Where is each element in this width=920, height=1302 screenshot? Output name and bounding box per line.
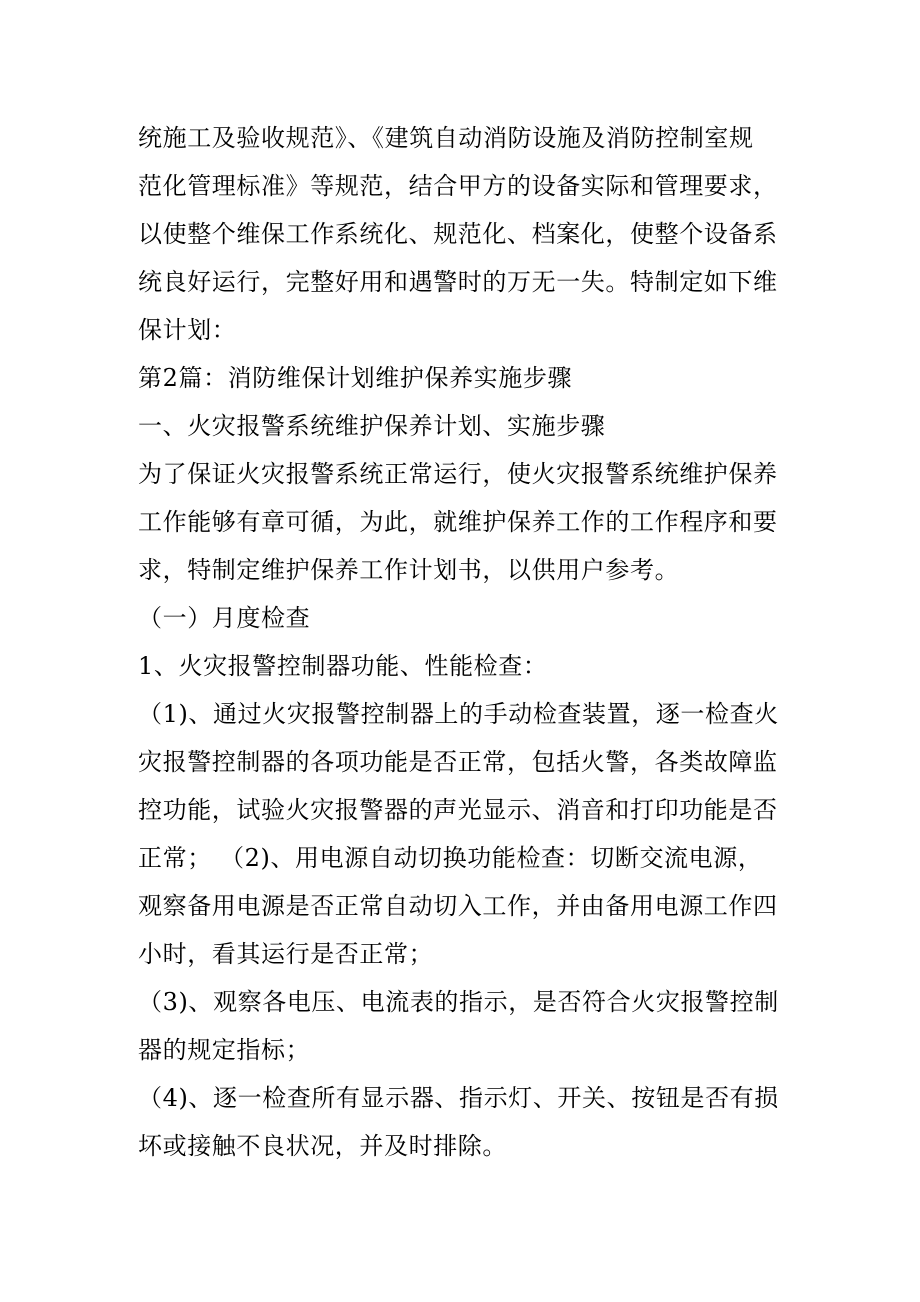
text-line: 灾报警控制器的各项功能是否正常，包括火警，各类故障监 xyxy=(138,748,778,776)
text-line: 工作能够有章可循，为此，就维护保养工作的工作程序和要 xyxy=(138,508,778,536)
text-line: 小时，看其运行是否正常； xyxy=(138,940,434,968)
subsection-heading: 一、火灾报警系统维护保养计划、实施步骤 xyxy=(138,412,606,440)
text-line: 坏或接触不良状况，并及时排除。 xyxy=(138,1132,507,1160)
text-line: （4)、逐一检查所有显示器、指示灯、开关、按钮是否有损 xyxy=(138,1084,779,1112)
text-line: 以使整个维保工作系统化、规范化、档案化，使整个设备系 xyxy=(138,220,778,248)
text-line: （3)、观察各电压、电流表的指示，是否符合火灾报警控制 xyxy=(138,988,779,1016)
text-line: 范化管理标准》等规范，结合甲方的设备实际和管理要求， xyxy=(138,172,778,200)
text-line: 保计划： xyxy=(138,316,237,344)
subsection-heading: （一）月度检查 xyxy=(138,604,311,632)
text-line: 正常； （2)、用电源自动切换功能检查：切断交流电源， xyxy=(138,844,763,872)
text-line: 为了保证火灾报警系统正常运行，使火灾报警系统维护保养 xyxy=(138,460,778,488)
text-line: 求，特制定维护保养工作计划书，以供用户参考。 xyxy=(138,556,680,584)
document-body xyxy=(138,114,798,1170)
text-line: 控功能，试验火灾报警器的声光显示、消音和打印功能是否 xyxy=(138,796,778,824)
text-line: 统良好运行，完整好用和遇警时的万无一失。特制定如下维 xyxy=(138,268,778,296)
text-line: 器的规定指标； xyxy=(138,1036,311,1064)
text-line: （1)、通过火灾报警控制器上的手动检查装置，逐一检查火 xyxy=(138,700,779,728)
text-line: 统施工及验收规范》、《建筑自动消防设施及消防控制室规 xyxy=(138,124,754,152)
text-line: 观察备用电源是否正常自动切入工作，并由备用电源工作四 xyxy=(138,892,778,920)
section-heading: 第2篇：消防维保计划维护保养实施步骤 xyxy=(138,364,573,392)
item-heading: 1、火灾报警控制器功能、性能检查： xyxy=(138,652,548,680)
